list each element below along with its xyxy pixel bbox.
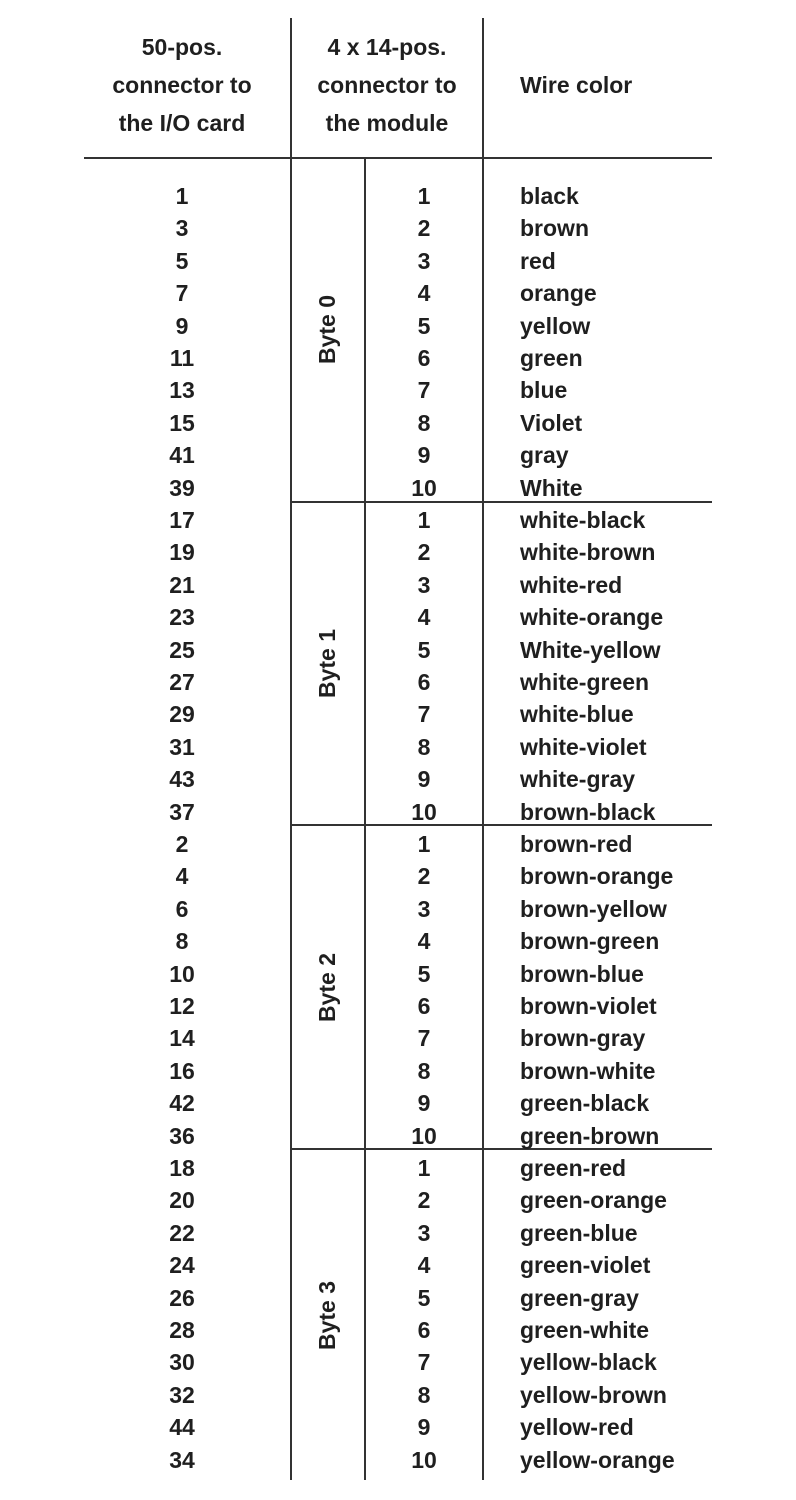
wire-color-cell: brown-blue xyxy=(520,960,644,987)
wire-color-cell: Violet xyxy=(520,409,583,436)
wire-color-cell: green-gray xyxy=(520,1284,639,1311)
pin50-cell: 30 xyxy=(169,1349,195,1376)
pin50-cell: 15 xyxy=(169,409,195,436)
pin50-cell: 6 xyxy=(175,895,189,922)
pin14-cell: 6 xyxy=(417,345,431,371)
header-50pos-connector xyxy=(84,28,280,142)
wire-color-cell: brown-red xyxy=(520,831,633,857)
byte-label-text: Byte 1 xyxy=(314,628,341,699)
pin50-cell: 31 xyxy=(169,733,195,760)
wire-color-cell: white-blue xyxy=(520,701,634,728)
byte-label-text: Byte 0 xyxy=(314,294,341,365)
pin14-cell: 1 xyxy=(417,507,431,533)
pin50-cell: 22 xyxy=(169,1219,195,1246)
pin14-cell: 9 xyxy=(417,1090,431,1117)
pin50-cell: 39 xyxy=(169,474,195,501)
pin50-cell: 41 xyxy=(169,442,195,469)
pin14-cell: 7 xyxy=(417,1025,431,1052)
pin14-cell: 2 xyxy=(417,1187,431,1214)
pin50-cell: 13 xyxy=(169,377,195,404)
pin50-cell: 23 xyxy=(169,604,195,631)
pin50-cell: 18 xyxy=(169,1155,195,1181)
wire-color-cell: white-brown xyxy=(520,539,656,566)
wire-color-cell: black xyxy=(520,183,579,209)
pin14-cell: 2 xyxy=(417,539,431,566)
wire-color-cell: White xyxy=(520,474,583,501)
wire-color-cell: White-yellow xyxy=(520,636,661,663)
header-50pos-line-3: the I/O card xyxy=(118,110,246,136)
pin14-cell: 5 xyxy=(417,1284,431,1311)
pin14-cell: 5 xyxy=(417,312,431,339)
pin14-cell: 5 xyxy=(417,636,431,663)
pin14-cell: 10 xyxy=(411,798,437,825)
pin50-cell: 12 xyxy=(169,993,195,1019)
pin50-cell: 7 xyxy=(175,280,189,307)
wire-color-cell: green xyxy=(520,345,583,371)
header-wire-color: Wire color xyxy=(520,72,633,98)
byte-label-text: Byte 3 xyxy=(314,1280,341,1350)
pin50-cell: 9 xyxy=(175,312,189,339)
wire-color-cell: brown-violet xyxy=(520,993,657,1019)
pin14-cell: 9 xyxy=(417,442,431,469)
pin14-cell: 7 xyxy=(417,1349,431,1376)
pin50-cell: 1 xyxy=(175,183,189,209)
pin50-cell: 34 xyxy=(169,1446,195,1473)
pin50-cell: 24 xyxy=(169,1252,195,1279)
pin14-cell: 4 xyxy=(417,928,431,955)
pin50-cell: 19 xyxy=(169,539,195,566)
byte-label xyxy=(292,826,364,1148)
wire-color-cell: white-green xyxy=(520,669,650,695)
header-14pos-line-2: connector to xyxy=(317,72,457,98)
pin50-cell: 8 xyxy=(175,928,189,955)
wire-color-cell: gray xyxy=(520,442,569,469)
pin14-cell: 8 xyxy=(417,733,431,760)
byte-label xyxy=(292,503,364,824)
pin14-cell: 4 xyxy=(417,604,431,631)
wire-color-cell: white-orange xyxy=(520,604,664,631)
pin50-cell: 27 xyxy=(169,669,195,695)
pin50-cell: 3 xyxy=(175,215,189,242)
pin14-cell: 3 xyxy=(417,895,431,922)
wire-color-cell: orange xyxy=(520,280,597,307)
wire-color-cell: brown-yellow xyxy=(520,895,667,922)
pin14-cell: 9 xyxy=(417,1414,431,1441)
byte-label xyxy=(292,158,364,501)
pin50-cell: 29 xyxy=(169,701,195,728)
pin50-cell: 28 xyxy=(169,1317,195,1343)
pin50-cell: 21 xyxy=(169,571,195,598)
pin50-cell: 32 xyxy=(169,1381,195,1408)
pin14-cell: 6 xyxy=(417,669,431,695)
wire-color-cell: yellow-black xyxy=(520,1349,657,1376)
pin14-cell: 10 xyxy=(411,1446,437,1473)
pin50-cell: 11 xyxy=(169,345,195,371)
wire-color-cell: yellow-red xyxy=(520,1414,634,1441)
pin14-cell: 9 xyxy=(417,766,431,793)
pin50-cell: 36 xyxy=(169,1122,195,1149)
pin14-cell: 8 xyxy=(417,1057,431,1084)
wire-color-cell: blue xyxy=(520,377,568,404)
pin14-cell: 8 xyxy=(417,1381,431,1408)
pin14-cell: 7 xyxy=(417,701,431,728)
column-divider-3 xyxy=(482,18,484,1480)
header-divider xyxy=(84,157,712,159)
wire-color-cell: green-red xyxy=(520,1155,627,1181)
pin14-cell: 4 xyxy=(417,280,431,307)
pin14-cell: 1 xyxy=(417,183,431,209)
wire-color-cell: white-violet xyxy=(520,733,647,760)
header-50pos-line-1: 50-pos. xyxy=(141,34,223,60)
wire-color-cell: white-black xyxy=(520,507,646,533)
wire-color-cell: green-brown xyxy=(520,1122,660,1149)
wire-color-cell: white-gray xyxy=(520,766,636,793)
wire-color-cell: green-blue xyxy=(520,1219,638,1246)
pin14-cell: 6 xyxy=(417,1317,431,1343)
pin50-cell: 10 xyxy=(169,960,195,987)
wire-color-cell: white-red xyxy=(520,571,623,598)
pin14-cell: 10 xyxy=(411,474,437,501)
pin14-cell: 3 xyxy=(417,1219,431,1246)
pin50-cell: 16 xyxy=(169,1057,195,1084)
wire-color-cell: brown-orange xyxy=(520,863,674,890)
pin50-cell: 14 xyxy=(169,1025,195,1052)
pin14-cell: 1 xyxy=(417,1155,431,1181)
wire-color-cell: green-violet xyxy=(520,1252,651,1279)
wire-color-cell: green-black xyxy=(520,1090,650,1117)
pin50-cell: 26 xyxy=(169,1284,195,1311)
wire-color-cell: brown xyxy=(520,215,589,242)
pin50-cell: 37 xyxy=(169,798,195,825)
pin14-cell: 4 xyxy=(417,1252,431,1279)
pin14-cell: 6 xyxy=(417,993,431,1019)
wire-color-cell: brown-green xyxy=(520,928,660,955)
pin14-cell: 3 xyxy=(417,247,431,274)
byte-label-text: Byte 2 xyxy=(314,952,341,1022)
pin14-cell: 10 xyxy=(411,1122,437,1149)
wire-color-cell: green-white xyxy=(520,1317,650,1343)
pin50-cell: 25 xyxy=(169,636,195,663)
wire-color-cell: brown-white xyxy=(520,1057,656,1084)
pin14-cell: 7 xyxy=(417,377,431,404)
wire-color-cell: brown-gray xyxy=(520,1025,646,1052)
pin50-cell: 20 xyxy=(169,1187,195,1214)
header-14pos-line-1: 4 x 14-pos. xyxy=(327,34,447,60)
pin14-cell: 3 xyxy=(417,571,431,598)
byte-label xyxy=(292,1150,364,1480)
header-14pos-connector xyxy=(292,28,482,142)
wire-color-cell: red xyxy=(520,247,556,274)
wire-color-cell: green-orange xyxy=(520,1187,667,1214)
pin50-cell: 4 xyxy=(175,863,189,890)
pin50-cell: 44 xyxy=(169,1414,195,1441)
pin14-cell: 8 xyxy=(417,409,431,436)
wire-color-cell: brown-black xyxy=(520,798,656,825)
pin50-cell: 17 xyxy=(169,507,195,533)
pin50-cell: 2 xyxy=(175,831,189,857)
pin50-cell: 43 xyxy=(169,766,195,793)
pin14-cell: 2 xyxy=(417,863,431,890)
pin50-cell: 42 xyxy=(169,1090,195,1117)
wire-color-cell: yellow xyxy=(520,312,591,339)
pin14-cell: 2 xyxy=(417,215,431,242)
pin14-cell: 1 xyxy=(417,831,431,857)
pin14-cell: 5 xyxy=(417,960,431,987)
wire-color-cell: yellow-orange xyxy=(520,1446,675,1473)
header-50pos-line-2: connector to xyxy=(112,72,252,98)
header-14pos-line-3: the module xyxy=(325,110,449,136)
wire-color-cell: yellow-brown xyxy=(520,1381,667,1408)
pin50-cell: 5 xyxy=(175,247,189,274)
